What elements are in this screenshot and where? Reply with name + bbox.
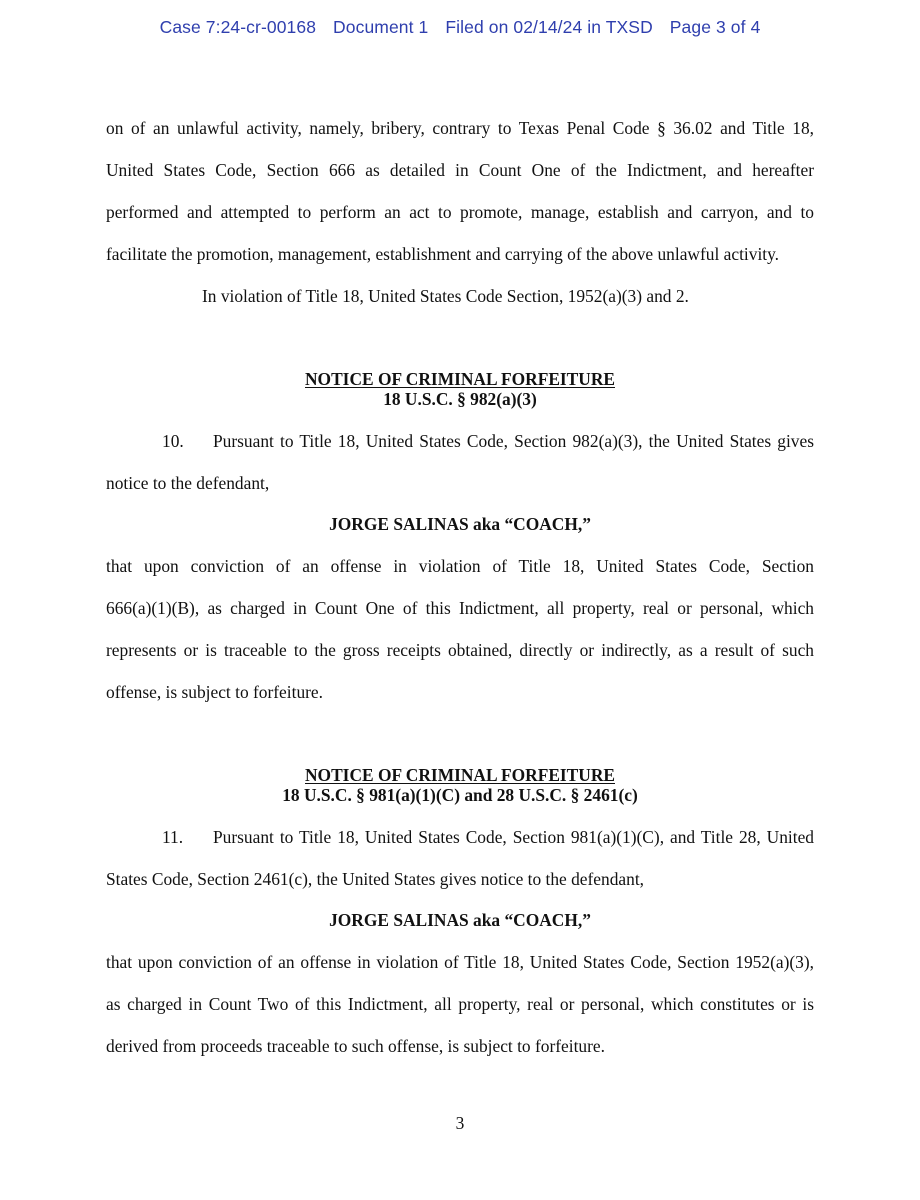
violation-statement: In violation of Title 18, United States Code Section, 1952(a)(3) and 2. bbox=[202, 286, 689, 306]
body-line: Pursuant to Title 18, United States Code, Section 981(a)(1)(C), and Title 28, United bbox=[213, 827, 814, 847]
body-line: as charged in Count Two of this Indictment, all property, real or personal, which constitutes or is bbox=[106, 994, 814, 1014]
section-statute: 18 U.S.C. § 982(a)(3) bbox=[383, 389, 537, 409]
defendant-name: JORGE SALINAS aka “COACH,” bbox=[329, 514, 591, 534]
body-line: derived from proceeds traceable to such offense, is subject to forfeiture. bbox=[106, 1036, 605, 1056]
page-number: 3 bbox=[455, 1113, 465, 1133]
filed-date: Filed on 02/14/24 in TXSD bbox=[445, 17, 653, 37]
section-statute: 18 U.S.C. § 981(a)(1)(C) and 28 U.S.C. § 2461(c) bbox=[282, 785, 638, 805]
body-line: that upon conviction of an offense in violation of Title 18, United States Code, Section bbox=[106, 556, 814, 576]
case-number: Case 7:24-cr-00168 bbox=[159, 17, 317, 37]
body-line: offense, is subject to forfeiture. bbox=[106, 682, 323, 702]
body-line: performed and attempted to perform an act to promote, manage, establish and carryon, and to bbox=[106, 202, 814, 222]
paragraph-number: 11. bbox=[162, 827, 184, 847]
body-line: 666(a)(1)(B), as charged in Count One of this Indictment, all property, real or personal, which bbox=[106, 598, 814, 618]
body-line: Pursuant to Title 18, United States Code, Section 982(a)(3), the United States gives bbox=[213, 431, 814, 451]
body-line: States Code, Section 2461(c), the United States gives notice to the defendant, bbox=[106, 869, 645, 889]
body-line: on of an unlawful activity, namely, bribery, contrary to Texas Penal Code § 36.02 and Title 18, bbox=[106, 118, 814, 138]
paragraph-number: 10. bbox=[162, 431, 184, 451]
case-header bbox=[0, 17, 920, 38]
body-line: notice to the defendant, bbox=[106, 473, 270, 493]
section-heading: NOTICE OF CRIMINAL FORFEITURE bbox=[305, 765, 615, 785]
body-line: facilitate the promotion, management, establishment and carrying of the above unlawful activity. bbox=[106, 244, 780, 264]
body-line: United States Code, Section 666 as detailed in Count One of the Indictment, and hereafter bbox=[106, 160, 814, 180]
document-number: Document 1 bbox=[333, 17, 429, 37]
section-heading: NOTICE OF CRIMINAL FORFEITURE bbox=[305, 369, 615, 389]
defendant-name: JORGE SALINAS aka “COACH,” bbox=[329, 910, 591, 930]
body-line: represents or is traceable to the gross receipts obtained, directly or indirectly, as a result of such bbox=[106, 640, 814, 660]
body-line: that upon conviction of an offense in violation of Title 18, United States Code, Section 1952(a)(3), bbox=[106, 952, 814, 972]
page-indicator: Page 3 of 4 bbox=[669, 17, 761, 37]
